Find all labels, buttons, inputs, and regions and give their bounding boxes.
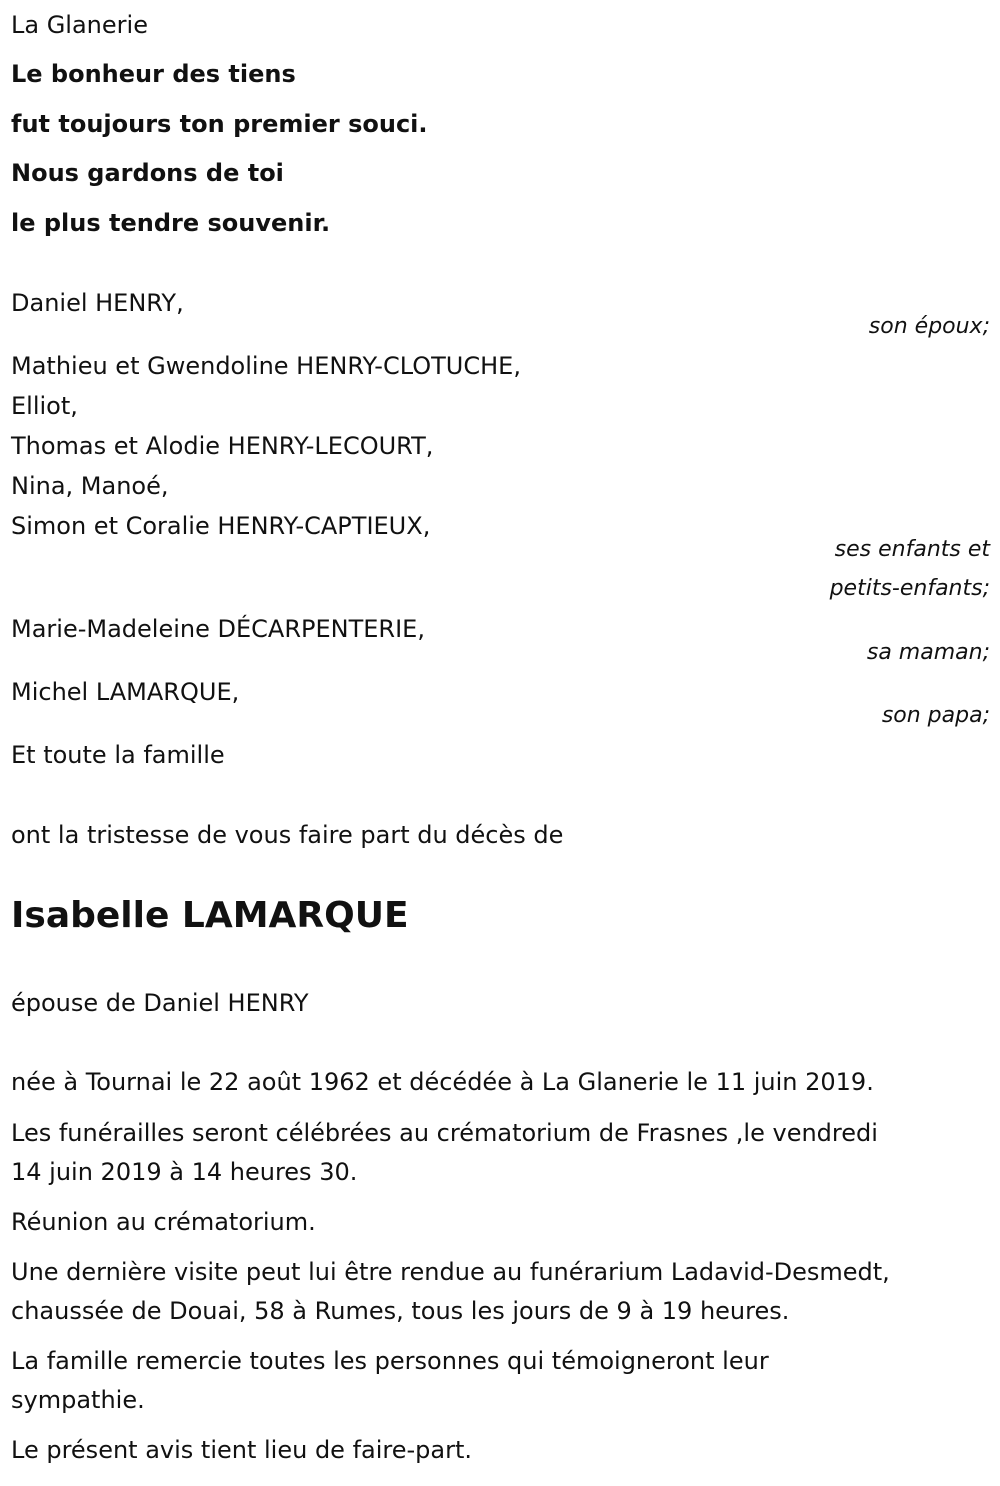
- funeral-line-1: Les funérailles seront célébrées au crématorium de Frasnes ,le vendredi: [11, 1119, 878, 1147]
- poem-line-3: Nous gardons de toi: [11, 159, 284, 187]
- child-line-2: Elliot,: [11, 392, 78, 420]
- father-name: Michel LAMARQUE,: [11, 678, 240, 706]
- child-line-3: Thomas et Alodie HENRY-LECOURT,: [11, 432, 434, 460]
- visit-line-2: chaussée de Douai, 58 à Rumes, tous les jours de 9 à 19 heures.: [11, 1297, 790, 1325]
- mother-name: Marie-Madeleine DÉCARPENTERIE,: [11, 615, 425, 643]
- poem-line-4: le plus tendre souvenir.: [11, 209, 331, 237]
- funeral-line-2: 14 juin 2019 à 14 heures 30.: [11, 1158, 358, 1186]
- location-text: La Glanerie: [11, 11, 148, 39]
- poem-line-2: fut toujours ton premier souci.: [11, 110, 428, 138]
- poem-line-1: Le bonheur des tiens: [11, 60, 296, 88]
- thanks-line-2: sympathie.: [11, 1386, 145, 1414]
- deceased-name: Isabelle LAMARQUE: [11, 895, 409, 936]
- spouse-name: Daniel HENRY,: [11, 289, 184, 317]
- announcement-text: ont la tristesse de vous faire part du décès de: [11, 821, 564, 849]
- visit-line-1: Une dernière visite peut lui être rendue au funérarium Ladavid-Desmedt,: [11, 1258, 890, 1286]
- children-relation-line-1: ses enfants et: [834, 537, 990, 562]
- child-line-4: Nina, Manoé,: [11, 472, 169, 500]
- child-line-5: Simon et Coralie HENRY-CAPTIEUX,: [11, 512, 431, 540]
- spouse-relation: son époux;: [868, 314, 990, 339]
- children-relation-line-2: petits-enfants;: [829, 576, 990, 601]
- thanks-line-1: La famille remercie toutes les personnes qui témoigneront leur: [11, 1347, 769, 1375]
- reunion-text: Réunion au crématorium.: [11, 1208, 316, 1236]
- father-relation: son papa;: [881, 703, 990, 728]
- spouse-of-text: épouse de Daniel HENRY: [11, 989, 309, 1017]
- notice-text: Le présent avis tient lieu de faire-part.: [11, 1436, 473, 1464]
- birth-death-text: née à Tournai le 22 août 1962 et décédée à La Glanerie le 11 juin 2019.: [11, 1068, 874, 1096]
- family-others: Et toute la famille: [11, 741, 225, 769]
- child-line-1: Mathieu et Gwendoline HENRY-CLOTUCHE,: [11, 352, 521, 380]
- mother-relation: sa maman;: [866, 640, 990, 665]
